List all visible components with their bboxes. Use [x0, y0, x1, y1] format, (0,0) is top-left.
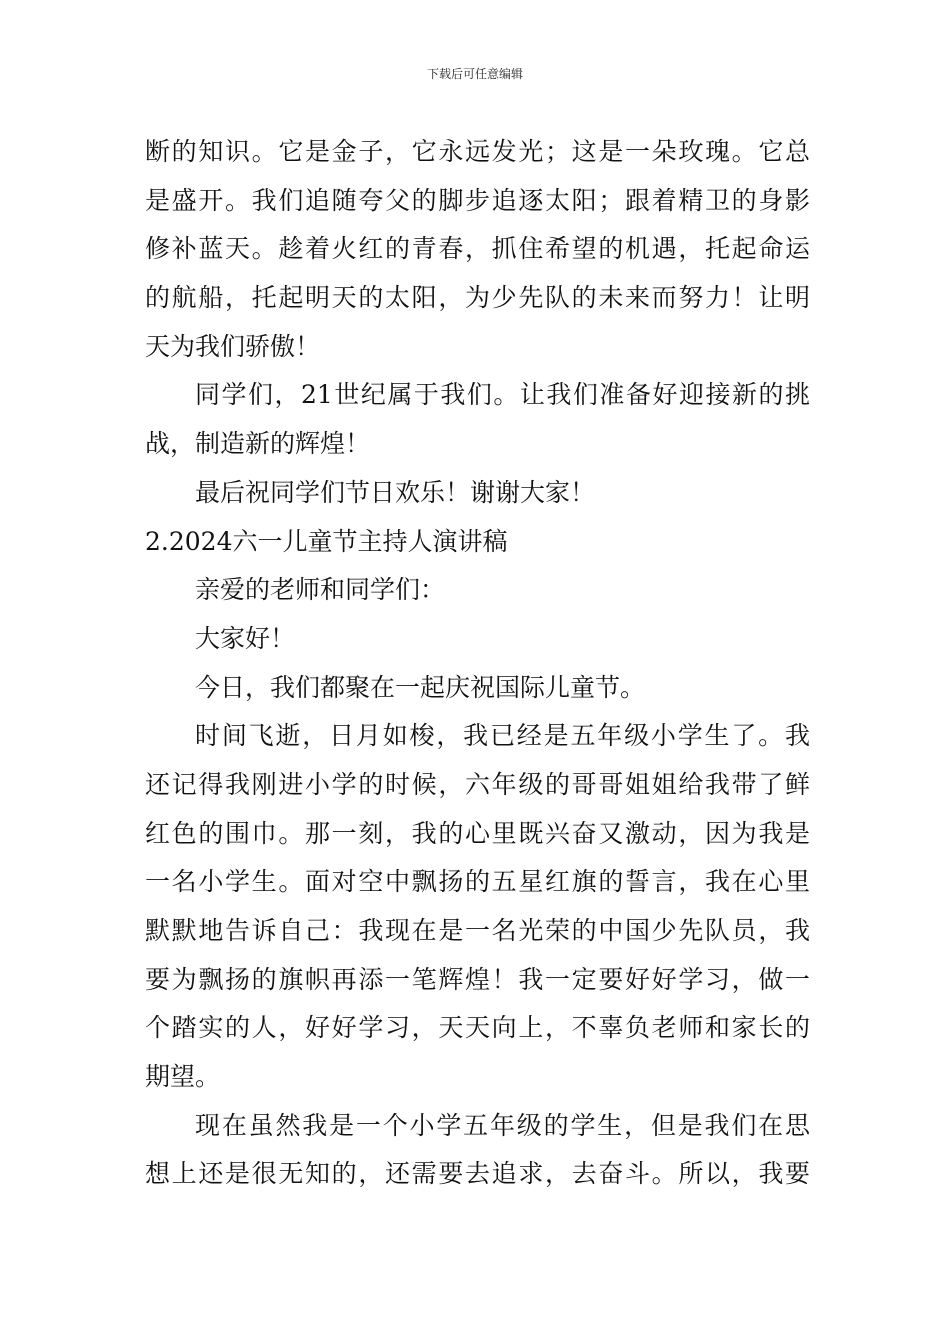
text-line: 大家好！ — [195, 623, 296, 653]
text-line: 天为我们骄傲！ — [145, 331, 321, 361]
text-line: 断的知识。它是金子，它永远发光；这是一朵玫瑰。它总 — [145, 137, 810, 166]
text-line: 时间飞逝，日月如梭，我已经是五年级小学生了。我 — [195, 721, 810, 751]
text-line: 还记得我刚进小学的时候，六年级的哥哥姐姐给我带了鲜 — [145, 769, 810, 799]
text-line: 亲爱的老师和同学们： — [195, 575, 446, 605]
text-line: 同学们，21世纪属于我们。让我们准备好迎接新的挑 — [195, 380, 810, 410]
text-line: 是盛开。我们追随夸父的脚步追逐太阳；跟着精卫的身影 — [145, 185, 810, 215]
text-line: 今日，我们都聚在一起庆祝国际儿童节。 — [195, 672, 646, 702]
text-line: 想上还是很无知的，还需要去追求，去奋斗。所以，我要 — [145, 1159, 810, 1189]
text-line: 红色的围巾。那一刻，我的心里既兴奋又激动，因为我是 — [145, 818, 810, 848]
page-header-note: 下载后可任意编辑 — [426, 67, 523, 81]
text-line: 默默地告诉自己：我现在是一名光荣的中国少先队员，我 — [145, 916, 810, 945]
document-body — [145, 128, 810, 1199]
text-line: 战，制造新的辉煌！ — [145, 429, 371, 459]
text-line: 期望。 — [145, 1062, 221, 1092]
text-line: 一名小学生。面对空中飘扬的五星红旗的誓言，我在心里 — [145, 867, 810, 897]
text-line: 修补蓝天。趁着火红的青春，抓住希望的机遇，托起命运 — [145, 234, 810, 264]
section-heading: 2.2024六一儿童节主持人演讲稿 — [145, 526, 508, 556]
text-line: 要为飘扬的旗帜再添一笔辉煌！我一定要好好学习，做一 — [145, 964, 810, 994]
text-line: 现在虽然我是一个小学五年级的学生，但是我们在思 — [195, 1110, 810, 1140]
text-line: 最后祝同学们节日欢乐！谢谢大家！ — [195, 477, 596, 507]
text-line: 个踏实的人，好好学习，天天向上，不辜负老师和家长的 — [145, 1013, 810, 1043]
text-line: 的航船，托起明天的太阳，为少先队的未来而努力！让明 — [145, 283, 810, 313]
